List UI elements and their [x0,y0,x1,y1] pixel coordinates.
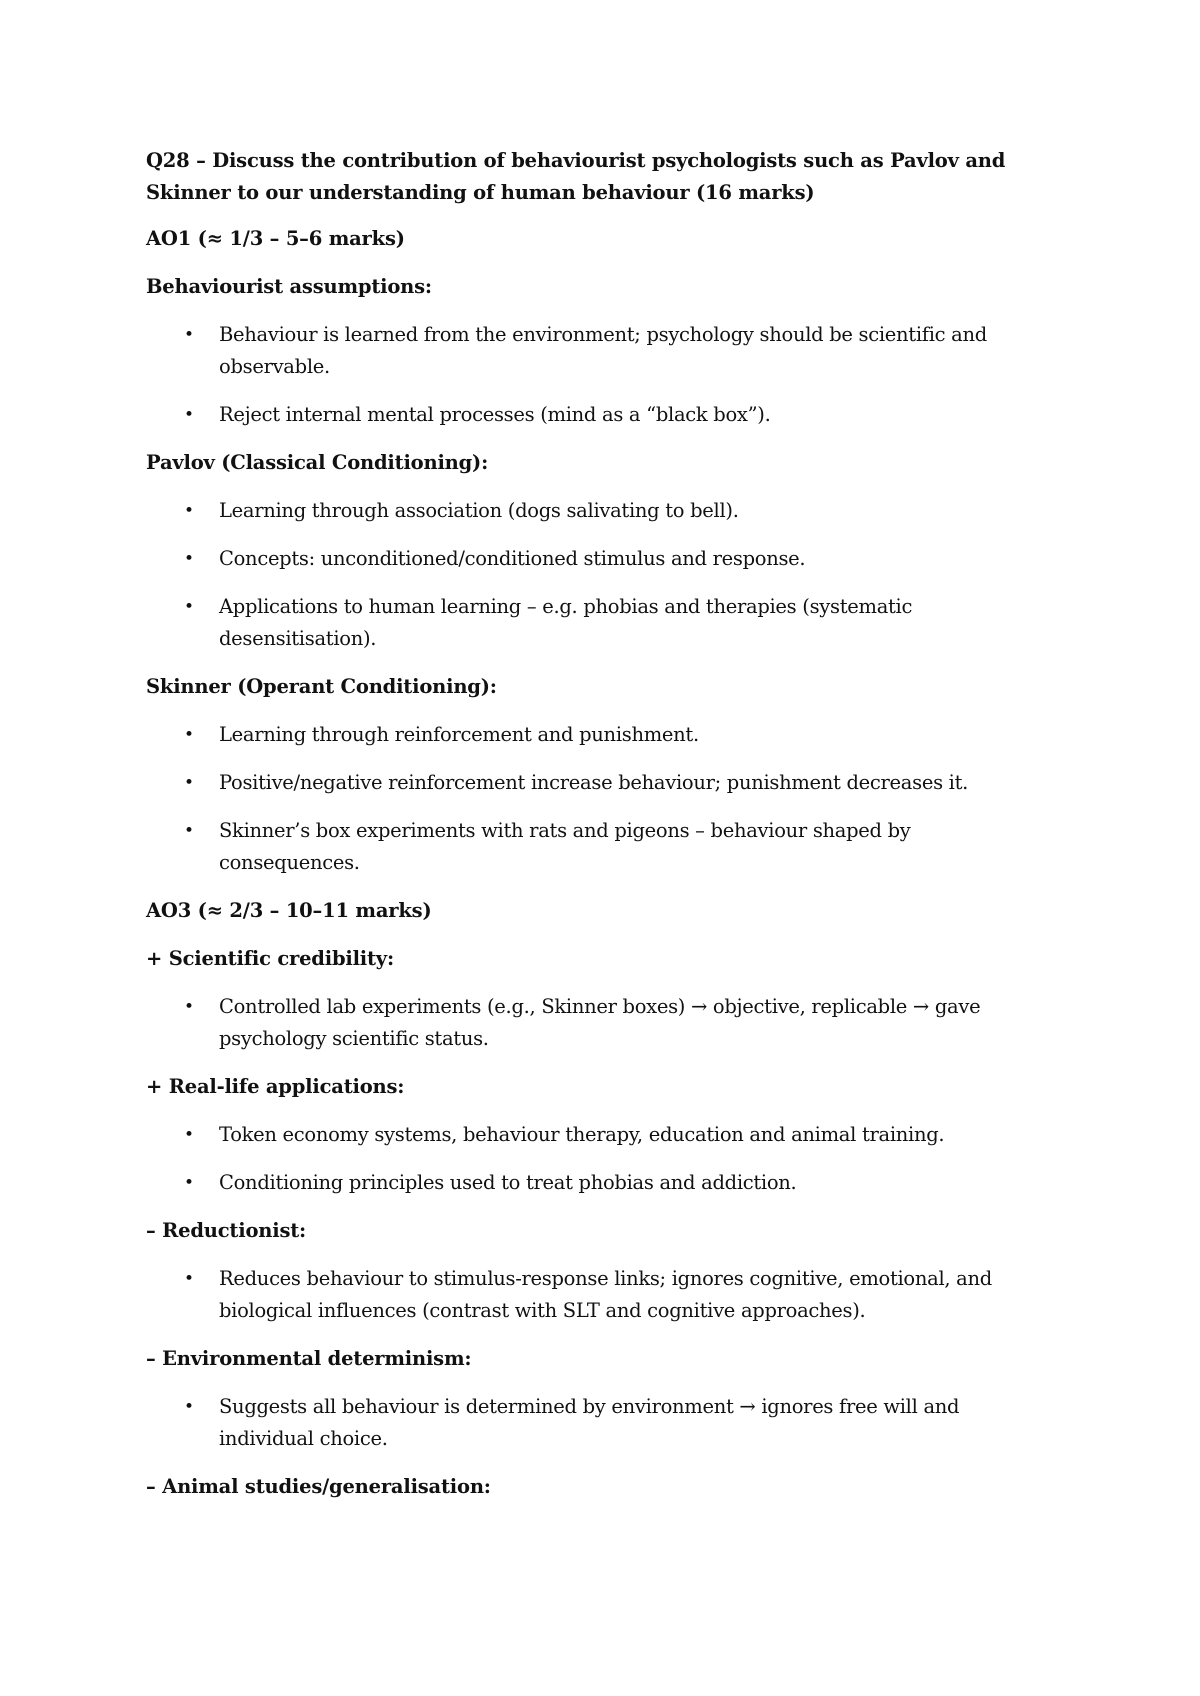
list-item [146,991,1039,1055]
list-item-text: Positive/negative reinforcement increase behaviour; punishment decreases it. [219,771,969,794]
bullet-icon: • [184,325,194,345]
list-item [146,719,1039,751]
bullet-icon: • [184,405,194,425]
bullet-list [146,1119,1066,1199]
list-item [146,815,1039,879]
list-item-text: Concepts: unconditioned/conditioned stimulus and response. [219,547,806,570]
bullet-icon: • [184,501,194,521]
list-item-text: Learning through association (dogs salivating to bell). [219,499,739,522]
list-item [146,1167,1039,1199]
bullet-list [146,1263,1066,1327]
section-pavlov [146,447,1066,655]
list-item [146,399,1039,431]
list-item [146,319,1039,383]
section-heading-environmental-determinism: – Environmental determinism: [146,1347,472,1370]
section-heading-reductionist: – Reductionist: [146,1219,307,1242]
list-item-text: Skinner’s box experiments with rats and pigeons – behaviour shaped by consequences. [219,819,911,874]
question-title: Q28 – Discuss the contribution of behaviourist psychologists such as Pavlov and Skinner to our understanding of human behaviour (16 marks) [146,149,1006,204]
bullet-icon: • [184,725,194,745]
bullet-icon: • [184,1269,194,1289]
list-item-text: Applications to human learning – e.g. phobias and therapies (systematic desensitisation). [219,595,913,650]
list-item-text: Reject internal mental processes (mind as a “black box”). [219,403,771,426]
list-item-text: Conditioning principles used to treat phobias and addiction. [219,1171,797,1194]
list-item-text: Reduces behaviour to stimulus-response links; ignores cognitive, emotional, and biological influences (contrast with SLT and cognitive approaches). [219,1267,992,1322]
list-item [146,495,1039,527]
list-item [146,543,1039,575]
list-item-text: Suggests all behaviour is determined by environment → ignores free will and individual choice. [219,1395,960,1450]
bullet-list [146,319,1066,431]
list-item [146,767,1039,799]
section-animal-studies [146,1471,1066,1503]
bullet-icon: • [184,821,194,841]
bullet-icon: • [184,1397,194,1417]
section-heading-pavlov: Pavlov (Classical Conditioning): [146,451,489,474]
section-heading-animal-studies: – Animal studies/generalisation: [146,1475,491,1498]
section-behaviourist-assumptions [146,271,1066,431]
bullet-icon: • [184,1173,194,1193]
bullet-list [146,1391,1066,1455]
bullet-icon: • [184,773,194,793]
section-heading-scientific-credibility: + Scientific credibility: [146,947,394,970]
section-ao1 [146,223,1066,255]
list-item [146,1391,1039,1455]
section-heading-real-life-applications: + Real-life applications: [146,1075,405,1098]
section-heading-skinner: Skinner (Operant Conditioning): [146,675,497,698]
section-real-life-applications [146,1071,1066,1199]
section-environmental-determinism [146,1343,1066,1455]
section-heading-ao1: AO1 (≈ 1/3 – 5–6 marks) [146,227,405,250]
bullet-list [146,991,1066,1055]
bullet-list [146,495,1066,655]
section-heading-ao3: AO3 (≈ 2/3 – 10–11 marks) [146,899,432,922]
list-item [146,1263,1039,1327]
list-item-text: Controlled lab experiments (e.g., Skinner boxes) → objective, replicable → gave psychology scientific status. [219,995,981,1050]
list-item-text: Token economy systems, behaviour therapy, education and animal training. [219,1123,945,1146]
bullet-list [146,719,1066,879]
document-body [146,145,1066,1519]
bullet-icon: • [184,1125,194,1145]
list-item [146,1119,1039,1151]
list-item [146,591,1039,655]
section-reductionist [146,1215,1066,1327]
section-ao3 [146,895,1066,927]
list-item-text: Learning through reinforcement and punishment. [219,723,699,746]
list-item-text: Behaviour is learned from the environment; psychology should be scientific and observable. [219,323,987,378]
bullet-icon: • [184,997,194,1017]
section-scientific-credibility [146,943,1066,1055]
section-skinner [146,671,1066,879]
bullet-icon: • [184,597,194,617]
bullet-icon: • [184,549,194,569]
section-heading-behaviourist-assumptions: Behaviourist assumptions: [146,275,432,298]
